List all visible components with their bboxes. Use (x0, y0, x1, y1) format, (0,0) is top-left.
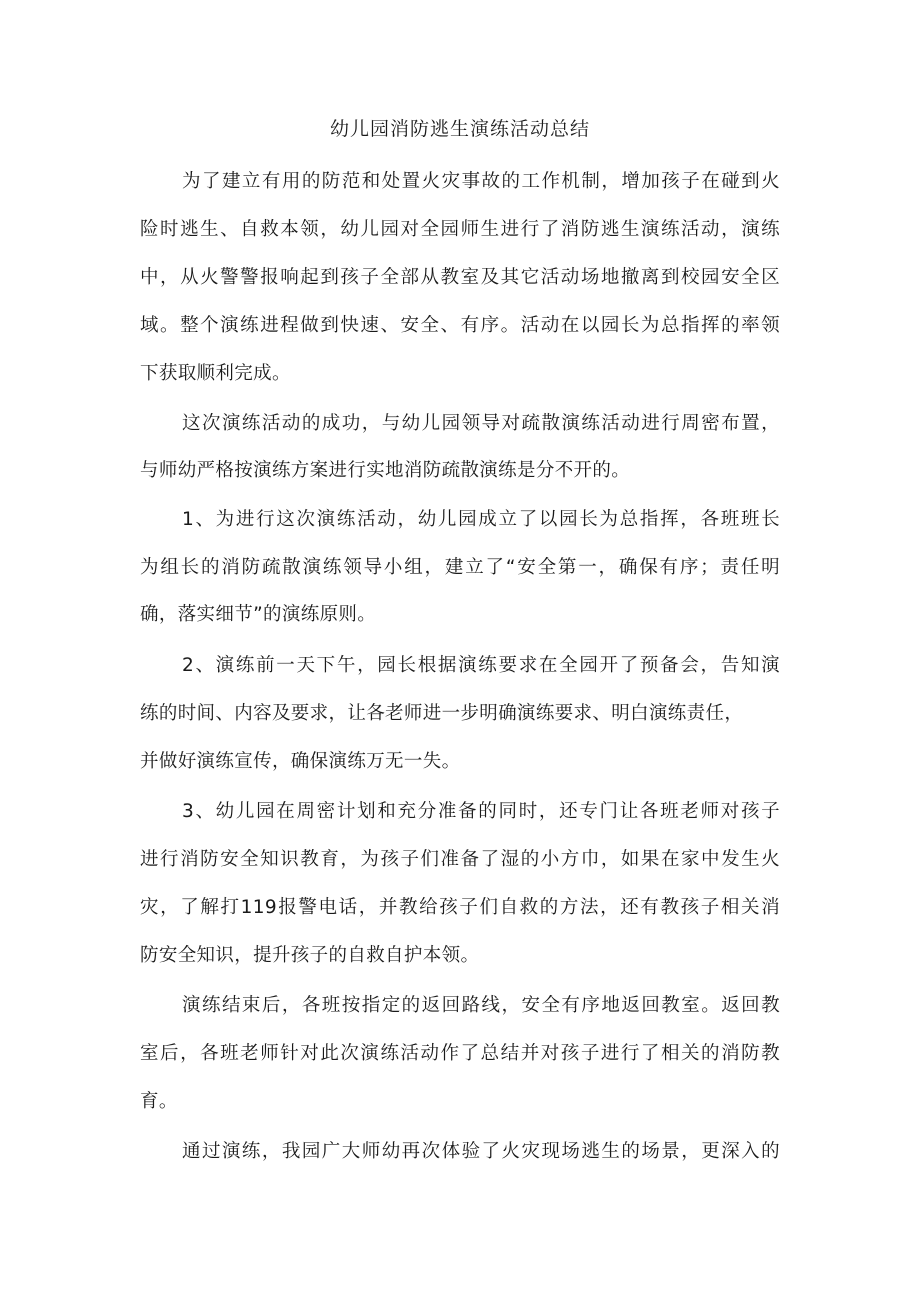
paragraph-1-line-3: 中，从火警警报响起到孩子全部从教室及其它活动场地撤离到校园安全区 (140, 267, 780, 288)
paragraph-2-line-2: 与师幼严格按演练方案进行实地消防疏散演练是分不开的。 (140, 460, 631, 481)
paragraph-5-line-3: 灾，了解打119报警电话，并教给孩子们自救的方法，还有教孩子相关消 (140, 897, 780, 918)
paragraph-6-line-2: 室后，各班老师针对此次演练活动作了总结并对孩子进行了相关的消防教 (140, 1043, 780, 1064)
paragraph-4-line-3: 并做好演练宣传，确保演练万无一失。 (140, 751, 461, 772)
paragraph-2-line-1: 这次演练活动的成功，与幼儿园领导对疏散演练活动进行周密布置， (182, 413, 780, 434)
paragraph-6-line-3: 育。 (140, 1091, 178, 1112)
paragraph-3-line-3: 确，落实细节”的演练原则。 (140, 604, 377, 625)
document-title: 幼儿园消防逃生演练活动总结 (329, 118, 590, 140)
paragraph-6-line-1: 演练结束后，各班按指定的返回路线，安全有序地返回教室。返回教 (182, 995, 780, 1016)
paragraph-4-line-2: 练的时间、内容及要求，让各老师进一步明确演练要求、明白演练责任， (140, 703, 744, 724)
paragraph-1-line-5: 下获取顺利完成。 (140, 363, 291, 384)
paragraph-3-line-2: 为组长的消防疏散演练领导小组，建立了“安全第一，确保有序；责任明 (140, 557, 780, 578)
paragraph-5-line-2: 进行消防安全知识教育，为孩子们准备了湿的小方巾，如果在家中发生火 (140, 849, 780, 870)
paragraph-5-line-1: 3、幼儿园在周密计划和充分准备的同时，还专门让各班老师对孩子 (182, 801, 780, 822)
paragraph-1-line-2: 险时逃生、自救本领，幼儿园对全园师生进行了消防逃生演练活动，演练 (140, 219, 780, 240)
paragraph-5-line-4: 防安全知识，提升孩子的自救自护本领。 (140, 945, 480, 966)
paragraph-7-line-1: 通过演练，我园广大师幼再次体验了火灾现场逃生的场景，更深入的 (182, 1141, 780, 1162)
paragraph-1-line-4: 域。整个演练进程做到快速、安全、有序。活动在以园长为总指挥的率领 (140, 315, 780, 336)
paragraph-3-line-1: 1、为进行这次演练活动，幼儿园成立了以园长为总指挥，各班班长 (182, 509, 780, 530)
paragraph-1-line-1: 为了建立有用的防范和处置火灾事故的工作机制，增加孩子在碰到火 (182, 171, 780, 192)
paragraph-4-line-1: 2、演练前一天下午，园长根据演练要求在全园开了预备会，告知演 (182, 655, 780, 676)
